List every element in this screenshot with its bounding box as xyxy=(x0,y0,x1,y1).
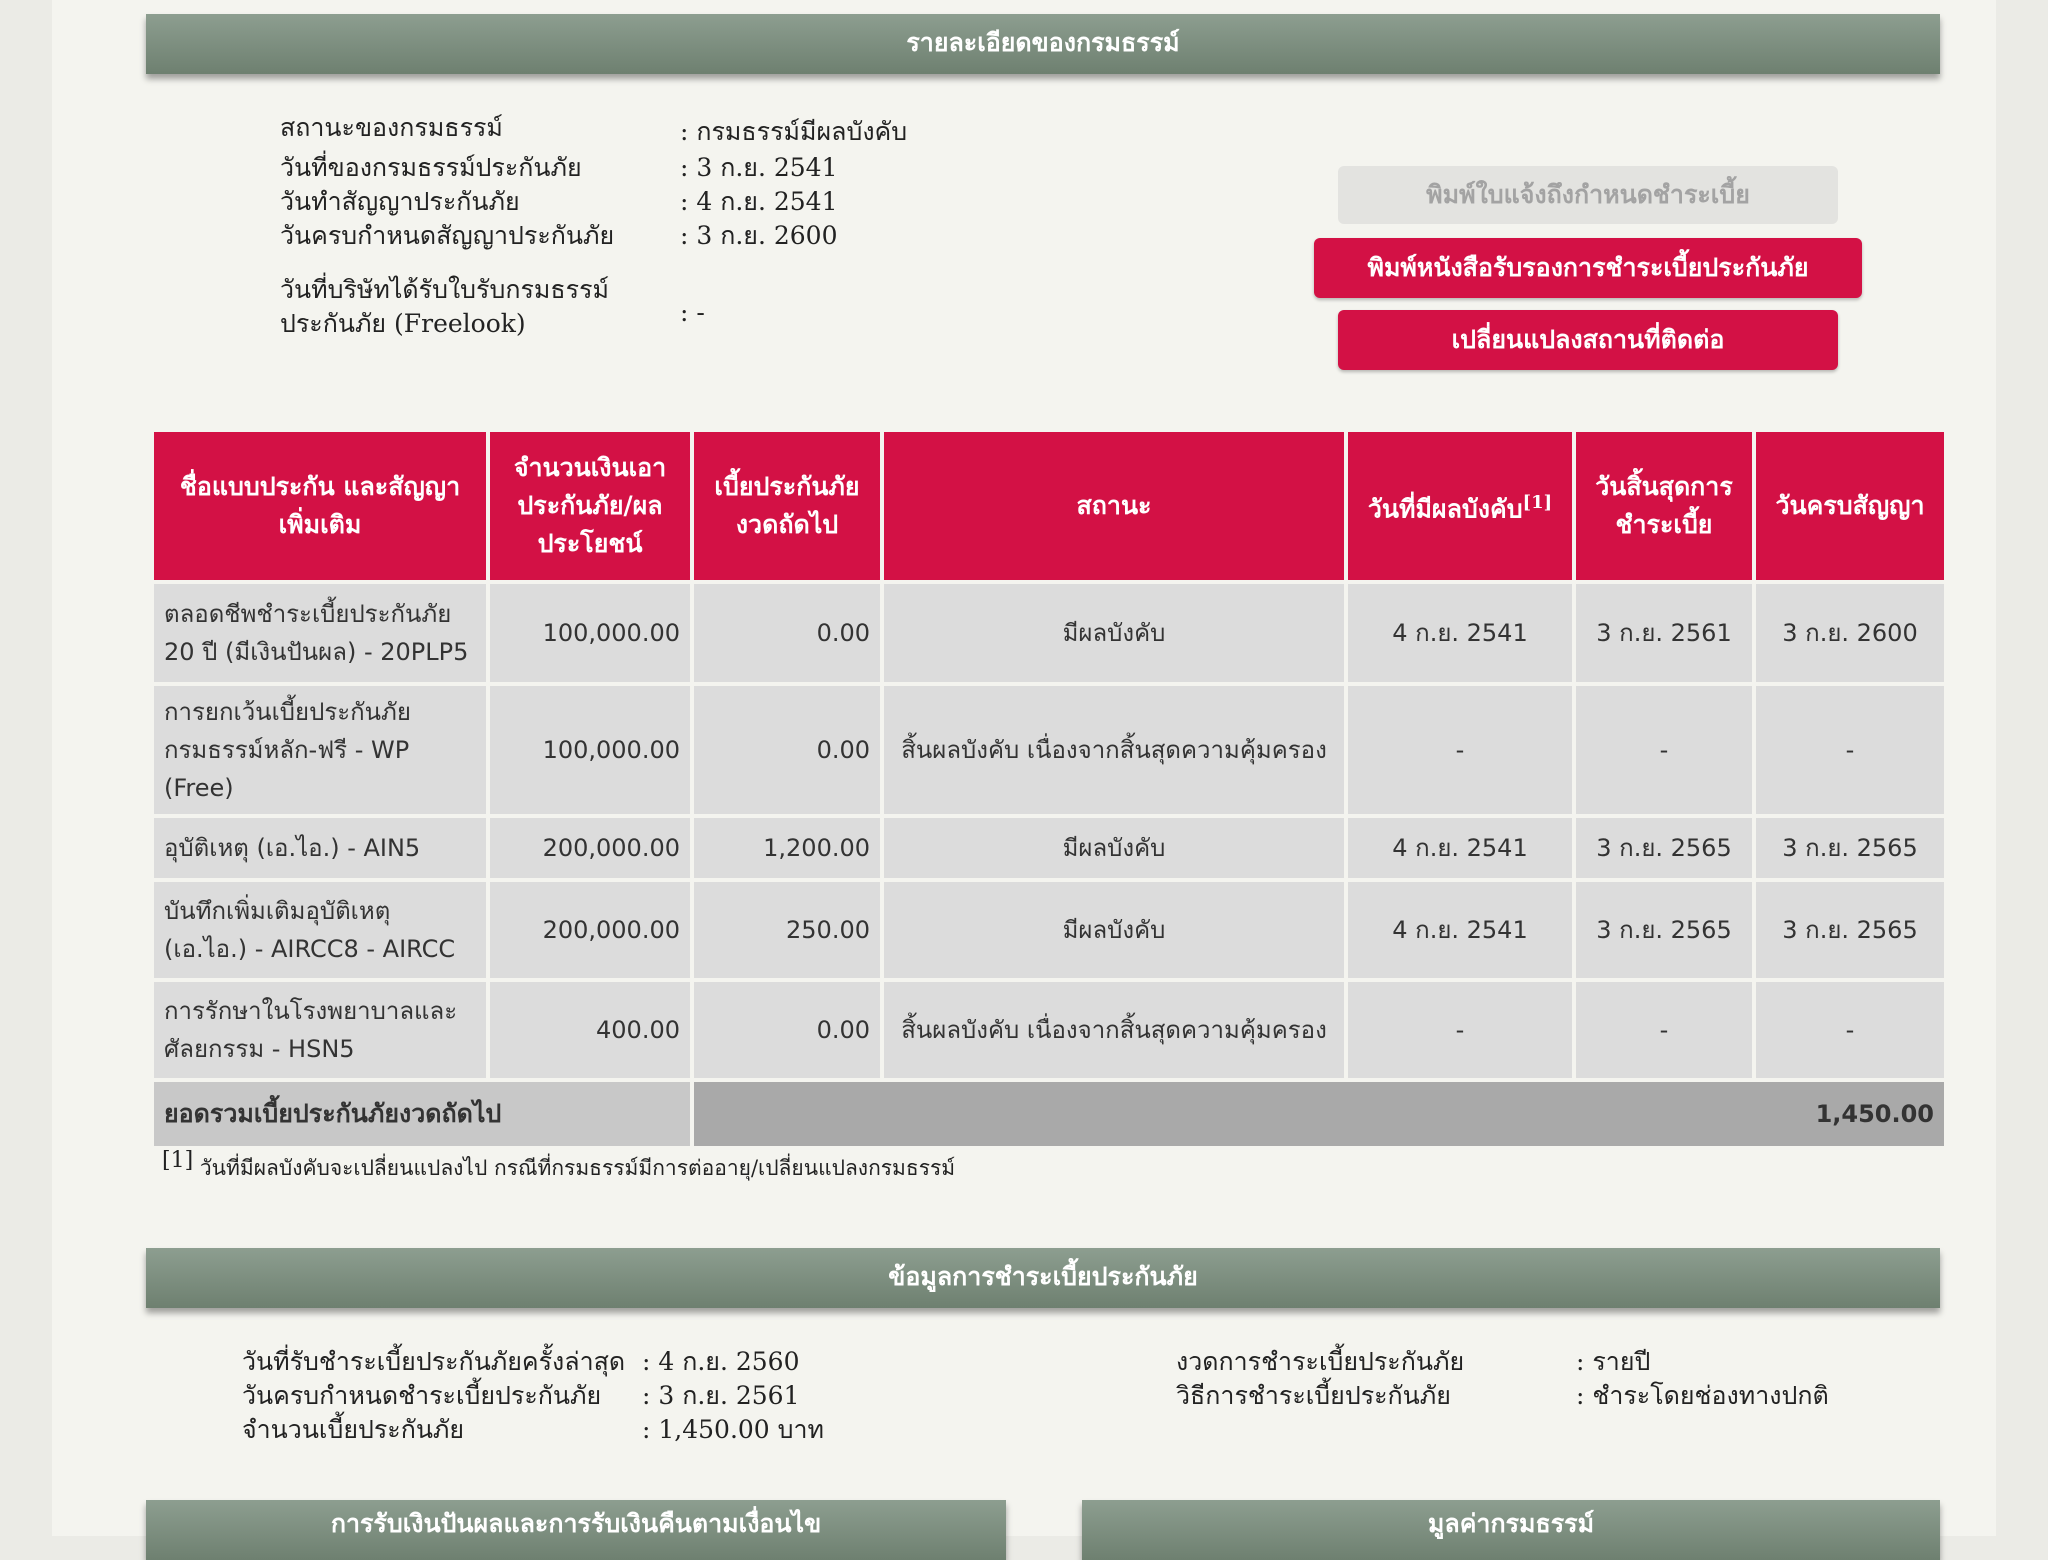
cell-effective: 4 ก.ย. 2541 xyxy=(1348,818,1572,878)
print-notice-button[interactable]: พิมพ์ใบแจ้งถึงกำหนดชำระเบี้ย xyxy=(1338,166,1838,224)
cell-end: 3 ก.ย. 2565 xyxy=(1576,882,1752,978)
table-row xyxy=(154,686,1944,814)
cell-maturity: 3 ก.ย. 2600 xyxy=(1756,584,1944,682)
cell-sum: 200,000.00 xyxy=(490,818,690,878)
last-payment-label: วันที่รับชำระเบี้ยประกันภัยครั้งล่าสุด xyxy=(242,1347,626,1376)
cell-effective: 4 ก.ย. 2541 xyxy=(1348,882,1572,978)
total-value: 1,450.00 xyxy=(694,1082,1944,1146)
cell-status: สิ้นผลบังคับ เนื่องจากสิ้นสุดความคุ้มครอง xyxy=(884,982,1344,1078)
last-payment-value: : 4 ก.ย. 2560 xyxy=(642,1347,800,1376)
cell-plan: ตลอดชีพชำระเบี้ยประกันภัย 20 ปี (มีเงินปันผล) - 20PLP5 xyxy=(154,584,486,682)
payment-period-label: งวดการชำระเบี้ยประกันภัย xyxy=(1176,1347,1465,1376)
policy-details-header xyxy=(146,14,1940,74)
header-next-premium: เบี้ยประกันภัยงวดถัดไป xyxy=(694,432,880,580)
header-payment-end: วันสิ้นสุดการชำระเบี้ย xyxy=(1576,432,1752,580)
freelook-label-line2: ประกันภัย (Freelook) xyxy=(280,309,526,338)
total-row xyxy=(154,1082,1944,1146)
maturity-date-label: วันครบกำหนดสัญญาประกันภัย xyxy=(280,221,615,250)
table-row xyxy=(154,882,1944,978)
cell-maturity: 3 ก.ย. 2565 xyxy=(1756,818,1944,878)
header-effective-date xyxy=(1348,432,1572,580)
cell-end: 3 ก.ย. 2561 xyxy=(1576,584,1752,682)
payment-method-label: วิธีการชำระเบี้ยประกันภัย xyxy=(1176,1381,1451,1410)
cell-maturity: - xyxy=(1756,686,1944,814)
policy-date-value: : 3 ก.ย. 2541 xyxy=(680,153,838,182)
cell-effective: 4 ก.ย. 2541 xyxy=(1348,584,1572,682)
cell-plan: การยกเว้นเบี้ยประกันภัยกรมธรรม์หลัก-ฟรี - WP (Free) xyxy=(154,686,486,814)
contract-date-value: : 4 ก.ย. 2541 xyxy=(680,187,838,216)
dividend-header xyxy=(146,1500,1006,1560)
cell-status: มีผลบังคับ xyxy=(884,584,1344,682)
payment-info-header xyxy=(146,1248,1940,1308)
cell-status: มีผลบังคับ xyxy=(884,818,1344,878)
cell-effective: - xyxy=(1348,686,1572,814)
dividend-title: การรับเงินปันผลและการรับเงินคืนตามเงื่อนไข xyxy=(330,1509,822,1538)
payment-info-title: ข้อมูลการชำระเบี้ยประกันภัย xyxy=(888,1262,1198,1291)
header-effective-note: [1] xyxy=(1522,491,1553,513)
cell-sum: 100,000.00 xyxy=(490,686,690,814)
policy-status-label: สถานะของกรมธรรม์ xyxy=(280,113,503,142)
cell-premium: 1,200.00 xyxy=(694,818,880,878)
table-row xyxy=(154,982,1944,1078)
payment-due-label: วันครบกำหนดชำระเบี้ยประกันภัย xyxy=(242,1381,602,1410)
cell-plan: บันทึกเพิ่มเติมอุบัติเหตุ (เอ.ไอ.) - AIRCC8 - AIRCC xyxy=(154,882,486,978)
cell-end: - xyxy=(1576,686,1752,814)
cell-premium: 0.00 xyxy=(694,686,880,814)
cell-sum: 400.00 xyxy=(490,982,690,1078)
contract-date-label: วันทำสัญญาประกันภัย xyxy=(280,187,520,216)
cell-premium: 0.00 xyxy=(694,584,880,682)
maturity-date-value: : 3 ก.ย. 2600 xyxy=(680,221,838,250)
footnote-marker: [1] xyxy=(162,1148,194,1173)
cell-plan: อุบัติเหตุ (เอ.ไอ.) - AIN5 xyxy=(154,818,486,878)
table-header-row xyxy=(154,432,1944,580)
payment-period-value: : รายปี xyxy=(1576,1347,1651,1376)
premium-amount-value: : 1,450.00 บาท xyxy=(642,1415,825,1444)
payment-method-value: : ชำระโดยช่องทางปกติ xyxy=(1576,1381,1829,1410)
footnote-text: วันที่มีผลบังคับจะเปลี่ยนแปลงไป กรณีที่กรมธรรม์มีการต่ออายุ/เปลี่ยนแปลงกรมธรรม์ xyxy=(199,1156,956,1180)
table-row xyxy=(154,818,1944,878)
cell-sum: 200,000.00 xyxy=(490,882,690,978)
header-maturity: วันครบสัญญา xyxy=(1756,432,1944,580)
cell-premium: 0.00 xyxy=(694,982,880,1078)
cell-status: มีผลบังคับ xyxy=(884,882,1344,978)
table-row xyxy=(154,584,1944,682)
premium-amount-label: จำนวนเบี้ยประกันภัย xyxy=(242,1415,465,1444)
cell-status: สิ้นผลบังคับ เนื่องจากสิ้นสุดความคุ้มครอง xyxy=(884,686,1344,814)
policy-value-title: มูลค่ากรมธรรม์ xyxy=(1427,1509,1595,1538)
policy-status-value: : กรมธรรม์มีผลบังคับ xyxy=(680,117,908,146)
freelook-value: : - xyxy=(680,298,705,327)
policy-details-title: รายละเอียดของกรมธรรม์ xyxy=(906,28,1180,57)
cell-premium: 250.00 xyxy=(694,882,880,978)
change-address-button[interactable]: เปลี่ยนแปลงสถานที่ติดต่อ xyxy=(1338,310,1838,370)
coverage-table xyxy=(150,428,1948,1150)
policy-value-header xyxy=(1082,1500,1940,1560)
cell-sum: 100,000.00 xyxy=(490,584,690,682)
policy-date-label: วันที่ของกรมธรรม์ประกันภัย xyxy=(280,153,582,182)
header-sum-insured: จำนวนเงินเอาประกันภัย/ผลประโยชน์ xyxy=(490,432,690,580)
header-status: สถานะ xyxy=(884,432,1344,580)
cell-maturity: 3 ก.ย. 2565 xyxy=(1756,882,1944,978)
header-plan: ชื่อแบบประกัน และสัญญาเพิ่มเติม xyxy=(154,432,486,580)
cell-end: - xyxy=(1576,982,1752,1078)
cell-end: 3 ก.ย. 2565 xyxy=(1576,818,1752,878)
print-certificate-button[interactable]: พิมพ์หนังสือรับรองการชำระเบี้ยประกันภัย xyxy=(1314,238,1862,298)
cell-effective: - xyxy=(1348,982,1572,1078)
header-effective-label: วันที่มีผลบังคับ xyxy=(1367,494,1523,524)
freelook-label-line1: วันที่บริษัทได้รับใบรับกรมธรรม์ xyxy=(280,275,609,304)
cell-maturity: - xyxy=(1756,982,1944,1078)
cell-plan: การรักษาในโรงพยาบาลและศัลยกรรม - HSN5 xyxy=(154,982,486,1078)
footnote xyxy=(162,1148,955,1185)
total-label: ยอดรวมเบี้ยประกันภัยงวดถัดไป xyxy=(154,1082,690,1146)
payment-due-value: : 3 ก.ย. 2561 xyxy=(642,1381,800,1410)
